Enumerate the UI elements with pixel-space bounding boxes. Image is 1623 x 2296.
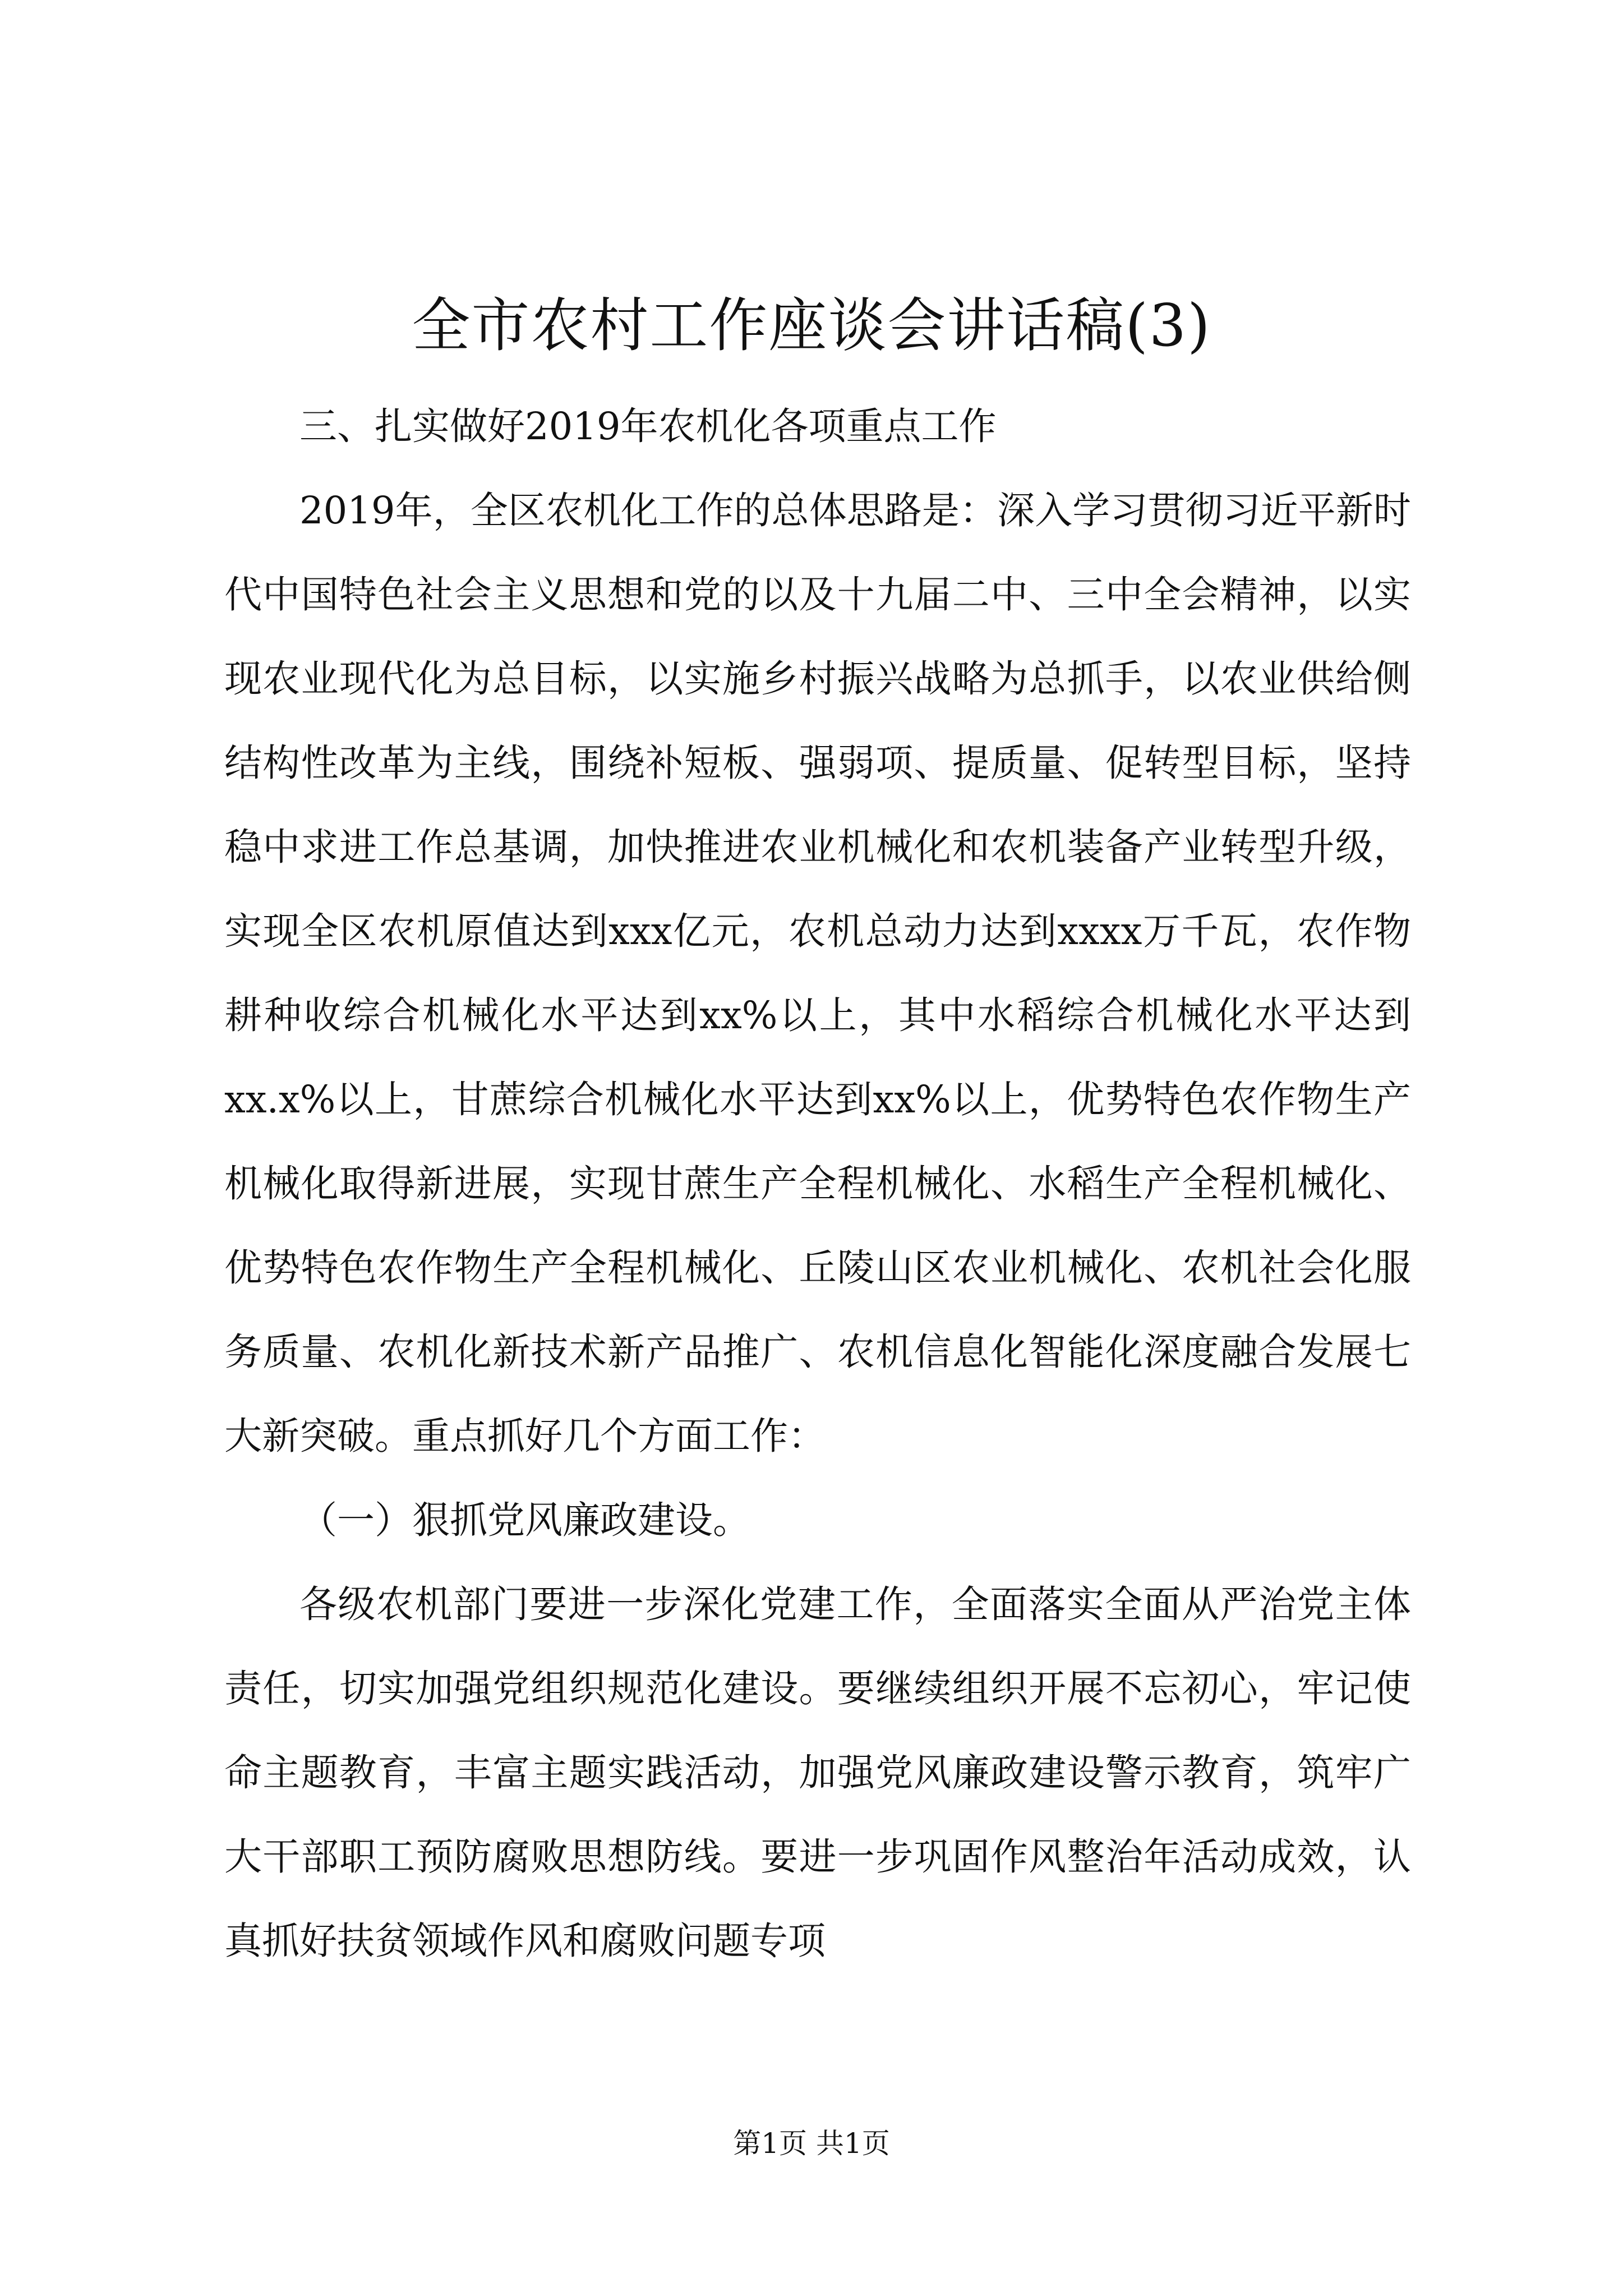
body-paragraph: 2019年，全区农机化工作的总体思路是：深入学习贯彻习近平新时代中国特色社会主义思想和党的以及十九届二中、三中全会精神，以实现农业现代化为总目标，以实施乡村振兴战略为总抓手，以农业供给侧结构性改革为主线，围绕补短板、强弱项、提质量、促转型目标，坚持稳中求进工作总基调，加快推进农业机械化和农机装备产业转型升级，实现全区农机原值达到xxx亿元，农机总动力达到xxxx万千瓦，农作物耕种收综合机械化水平达到xx%以上，其中水稻综合机械化水平达到xx.x%以上，甘蔗综合机械化水平达到xx%以上，优势特色农作物生产机械化取得新进展，实现甘蔗生产全程机械化、水稻生产全程机械化、优势特色农作物生产全程机械化、丘陵山区农业机械化、农机社会化服务质量、农机化新技术新产品推广、农机信息化智能化深度融合发展七大新突破。重点抓好几个方面工作： bbox=[224, 489, 1411, 1458]
page-footer: 第1页 共1页 bbox=[733, 2127, 890, 2160]
document-title: 全市农村工作座谈会讲话稿(3) bbox=[412, 291, 1211, 360]
subsection-heading: （一）狠抓党风廉政建设。 bbox=[299, 1498, 750, 1542]
section-heading: 三、扎实做好2019年农机化各项重点工作 bbox=[299, 404, 997, 448]
document-body bbox=[224, 384, 1411, 1983]
body-paragraph: 各级农机部门要进一步深化党建工作，全面落实全面从严治党主体责任，切实加强党组织规范化建设。要继续组织开展不忘初心，牢记使命主题教育，丰富主题实践活动，加强党风廉政建设警示教育，筑牢广大干部职工预防腐败思想防线。要进一步巩固作风整治年活动成效，认真抓好扶贫领域作风和腐败问题专项 bbox=[224, 1582, 1411, 1963]
